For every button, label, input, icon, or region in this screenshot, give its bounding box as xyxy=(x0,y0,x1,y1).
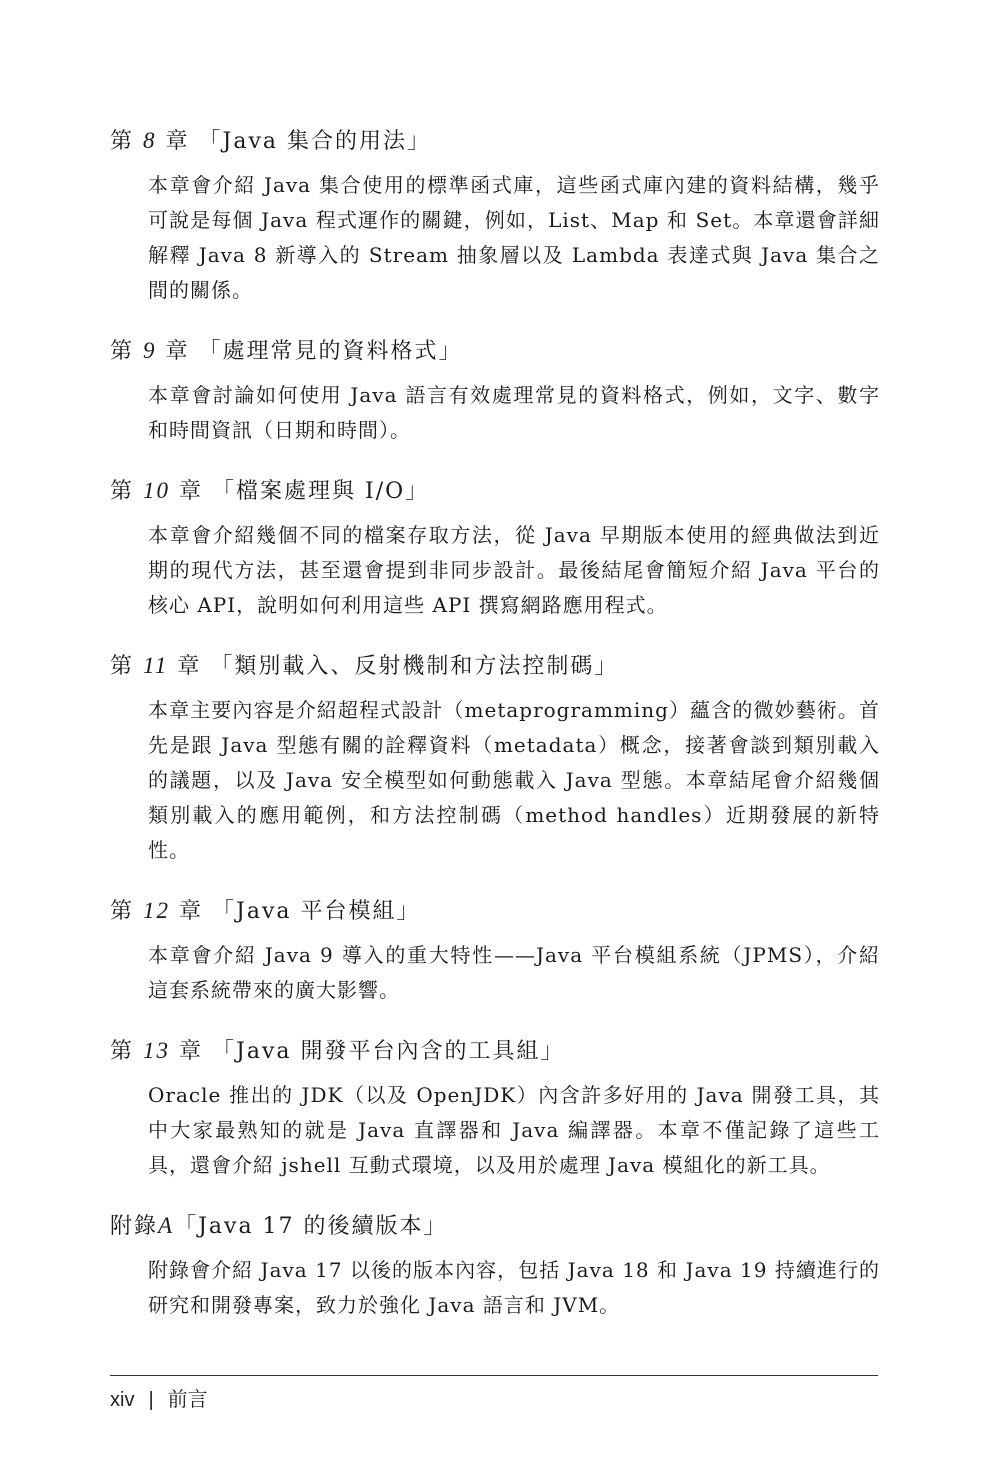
chapter-description: 本章會介紹 Java 集合使用的標準函式庫，這些函式庫內建的資料結構，幾乎可說是每個 Java 程式運作的關鍵，例如，List、Map 和 Set。本章還會詳細解釋 Java 8 新導入的 Stream 抽象層以及 Lambda 表達式與 Java 集合之間的關係。 xyxy=(148,173,880,302)
footer-separator: | xyxy=(148,1389,154,1411)
chapter-heading xyxy=(110,1203,880,1249)
page-content xyxy=(110,118,880,1343)
chapter-description: Oracle 推出的 JDK（以及 OpenJDK）內含許多好用的 Java 開發工具，其中大家最熟知的就是 Java 直譯器和 Java 編譯器。本章不僅記錄了這些工具，還會介紹 jshell 互動式環境，以及用於處理 Java 模組化的新工具。 xyxy=(148,1083,880,1177)
chapter-unit: 章 xyxy=(179,1039,204,1064)
chapter-heading xyxy=(110,1028,880,1074)
footer-divider xyxy=(110,1375,878,1376)
chapter-9 xyxy=(110,328,880,468)
chapter-heading xyxy=(110,118,880,164)
chapter-title: 「Java 平台模組」 xyxy=(212,899,421,924)
chapter-11 xyxy=(110,643,880,888)
chapter-number: 11 xyxy=(143,653,169,678)
chapter-title: 「檔案處理與 I/O」 xyxy=(212,479,430,504)
chapter-title: 「Java 17 的後續版本」 xyxy=(174,1214,448,1239)
chapter-label: 第 xyxy=(110,1039,135,1064)
chapter-number: 9 xyxy=(143,338,157,363)
chapter-label: 第 xyxy=(110,339,135,364)
chapter-description: 本章會介紹 Java 9 導入的重大特性——Java 平台模組系統（JPMS），介紹這套系統帶來的廣大影響。 xyxy=(148,943,880,1002)
chapter-title: 「類別載入、反射機制和方法控制碼」 xyxy=(210,654,619,679)
chapter-number: 8 xyxy=(143,128,157,153)
chapter-heading xyxy=(110,643,880,689)
chapter-description: 本章會討論如何使用 Java 語言有效處理常見的資料格式，例如，文字、數字和時間資訊（日期和時間）。 xyxy=(148,383,880,442)
chapter-10 xyxy=(110,468,880,643)
chapter-label: 第 xyxy=(110,129,135,154)
chapter-label: 第 xyxy=(110,654,135,679)
chapter-heading xyxy=(110,888,880,934)
chapter-unit: 章 xyxy=(165,129,190,154)
chapter-title: 「Java 開發平台內含的工具組」 xyxy=(212,1039,565,1064)
chapter-label: 第 xyxy=(110,479,135,504)
chapter-label: 附錄 xyxy=(110,1214,159,1239)
chapter-description: 附錄會介紹 Java 17 以後的版本內容，包括 Java 18 和 Java 19 持續進行的研究和開發專案，致力於強化 Java 語言和 JVM。 xyxy=(148,1258,880,1317)
chapter-13 xyxy=(110,1028,880,1203)
chapter-description: 本章會介紹幾個不同的檔案存取方法，從 Java 早期版本使用的經典做法到近期的現代方法，甚至還會提到非同步設計。最後結尾會簡短介紹 Java 平台的核心 API，說明如何利用這些 API 撰寫網路應用程式。 xyxy=(148,523,880,617)
chapter-number: A xyxy=(158,1213,175,1238)
chapter-unit: 章 xyxy=(179,899,204,924)
chapter-heading xyxy=(110,328,880,374)
chapter-unit: 章 xyxy=(177,654,202,679)
chapter-number: 10 xyxy=(143,478,171,503)
appendix-a xyxy=(110,1203,880,1343)
chapter-number: 12 xyxy=(143,898,171,923)
chapter-label: 第 xyxy=(110,899,135,924)
chapter-description: 本章主要內容是介紹超程式設計（metaprogramming）蘊含的微妙藝術。首先是跟 Java 型態有關的詮釋資料（metadata）概念，接著會談到類別載入的議題，以及 Java 安全模型如何動態載入 Java 型態。本章結尾會介紹幾個類別載入的應用範例，和方法控制碼（method handles）近期發展的新特性。 xyxy=(148,698,880,862)
chapter-heading xyxy=(110,468,880,514)
chapter-title: 「Java 集合的用法」 xyxy=(198,129,432,154)
chapter-unit: 章 xyxy=(179,479,204,504)
chapter-unit: 章 xyxy=(165,339,190,364)
page-number: xiv xyxy=(110,1389,135,1411)
chapter-number: 13 xyxy=(143,1038,171,1063)
chapter-12 xyxy=(110,888,880,1028)
chapter-title: 「處理常見的資料格式」 xyxy=(198,339,463,364)
chapter-8 xyxy=(110,118,880,328)
page-footer xyxy=(110,1386,208,1414)
section-name: 前言 xyxy=(167,1389,208,1411)
